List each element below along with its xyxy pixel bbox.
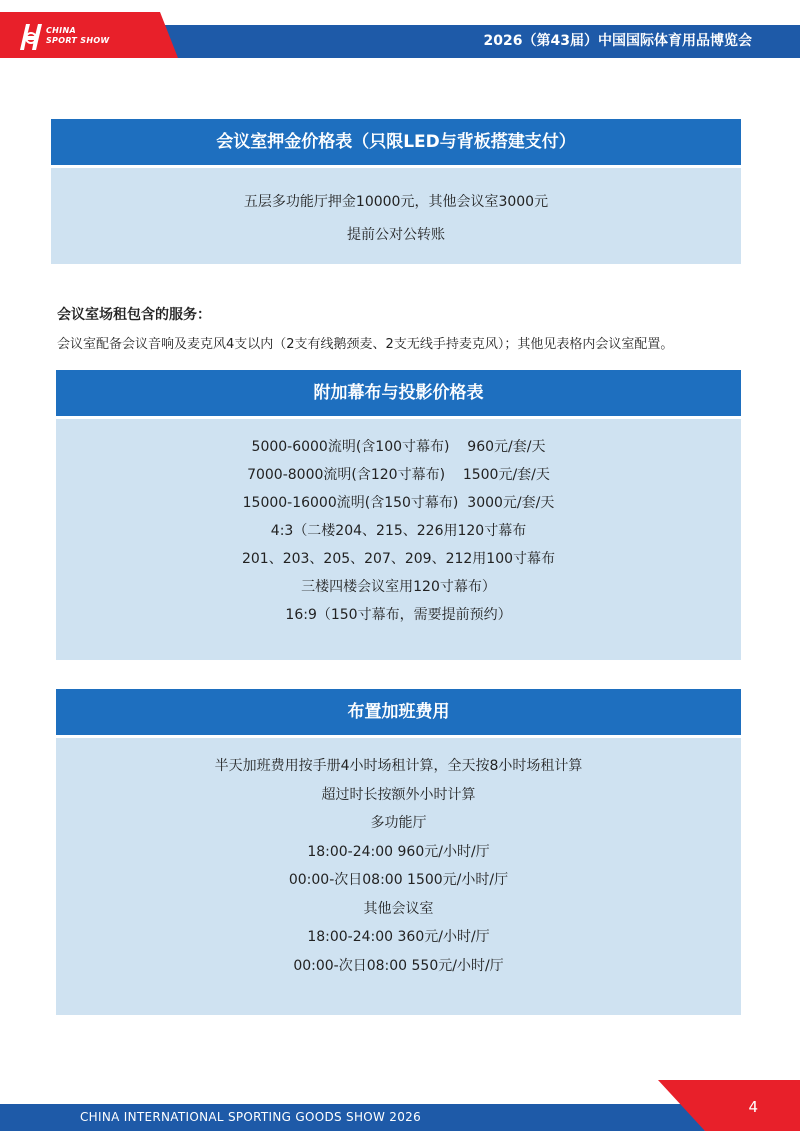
overtime-line: 超过时长按额外小时计算 [321, 786, 476, 803]
screen-line: 4:3（二楼204、215、226用120寸幕布 [270, 523, 527, 539]
logo-text [46, 26, 110, 46]
screen-line: 201、203、205、207、209、212用100寸幕布 [241, 551, 556, 567]
screen-section-body [56, 419, 741, 660]
services-title: 会议室场租包含的服务： [57, 307, 211, 323]
screen-line: 7000-8000流明(含120寸幕布) 1500元/套/天 [247, 467, 550, 483]
overtime-line: 18:00-24:00 960元/小时/厅 [307, 843, 490, 860]
logo-line-2: SPORT SHOW [46, 36, 110, 45]
footer-text: CHINA INTERNATIONAL SPORTING GOODS SHOW 2026 [80, 1110, 422, 1124]
screen-line: 三楼四楼会议室用120寸幕布） [301, 579, 496, 595]
logo-line-1: CHINA [46, 26, 76, 35]
china-sport-show-logo [16, 20, 126, 54]
screen-section-title: 附加幕布与投影价格表 [56, 370, 741, 416]
screen-line: 16:9（150寸幕布，需要提前预约） [285, 607, 512, 623]
overtime-line: 18:00-24:00 360元/小时/厅 [307, 929, 490, 945]
overtime-line: 其他会议室 [363, 900, 434, 917]
screen-line: 15000-16000流明(含150寸幕布) 3000元/套/天 [242, 495, 555, 511]
screen-line: 5000-6000流明(含100寸幕布) 960元/套/天 [251, 439, 546, 455]
deposit-section-body [51, 168, 741, 264]
overtime-section-body [56, 738, 741, 1015]
deposit-line: 五层多功能厅押金10000元，其他会议室3000元 [243, 194, 549, 210]
overtime-section-title: 布置加班费用 [56, 689, 741, 735]
overtime-line: 00:00-次日08:00 1500元/小时/厅 [288, 872, 509, 888]
header-title: 2026（第43届）中国国际体育用品博览会 [483, 33, 752, 49]
overtime-line: 00:00-次日08:00 550元/小时/厅 [293, 957, 504, 974]
deposit-line: 提前公对公转账 [347, 227, 445, 243]
logo-icon [16, 20, 50, 54]
services-text: 会议室配备会议音响及麦克风4支以内（2支有线鹅颈麦、2支无线手持麦克风）；其他见表格内会议室配置。 [57, 337, 674, 352]
overtime-line: 半天加班费用按手册4小时场租计算，全天按8小时场租计算 [214, 758, 583, 774]
overtime-line: 多功能厅 [370, 815, 427, 831]
deposit-section-title: 会议室押金价格表（只限LED与背板搭建支付） [51, 119, 741, 165]
page-number: 4 [748, 1098, 758, 1116]
